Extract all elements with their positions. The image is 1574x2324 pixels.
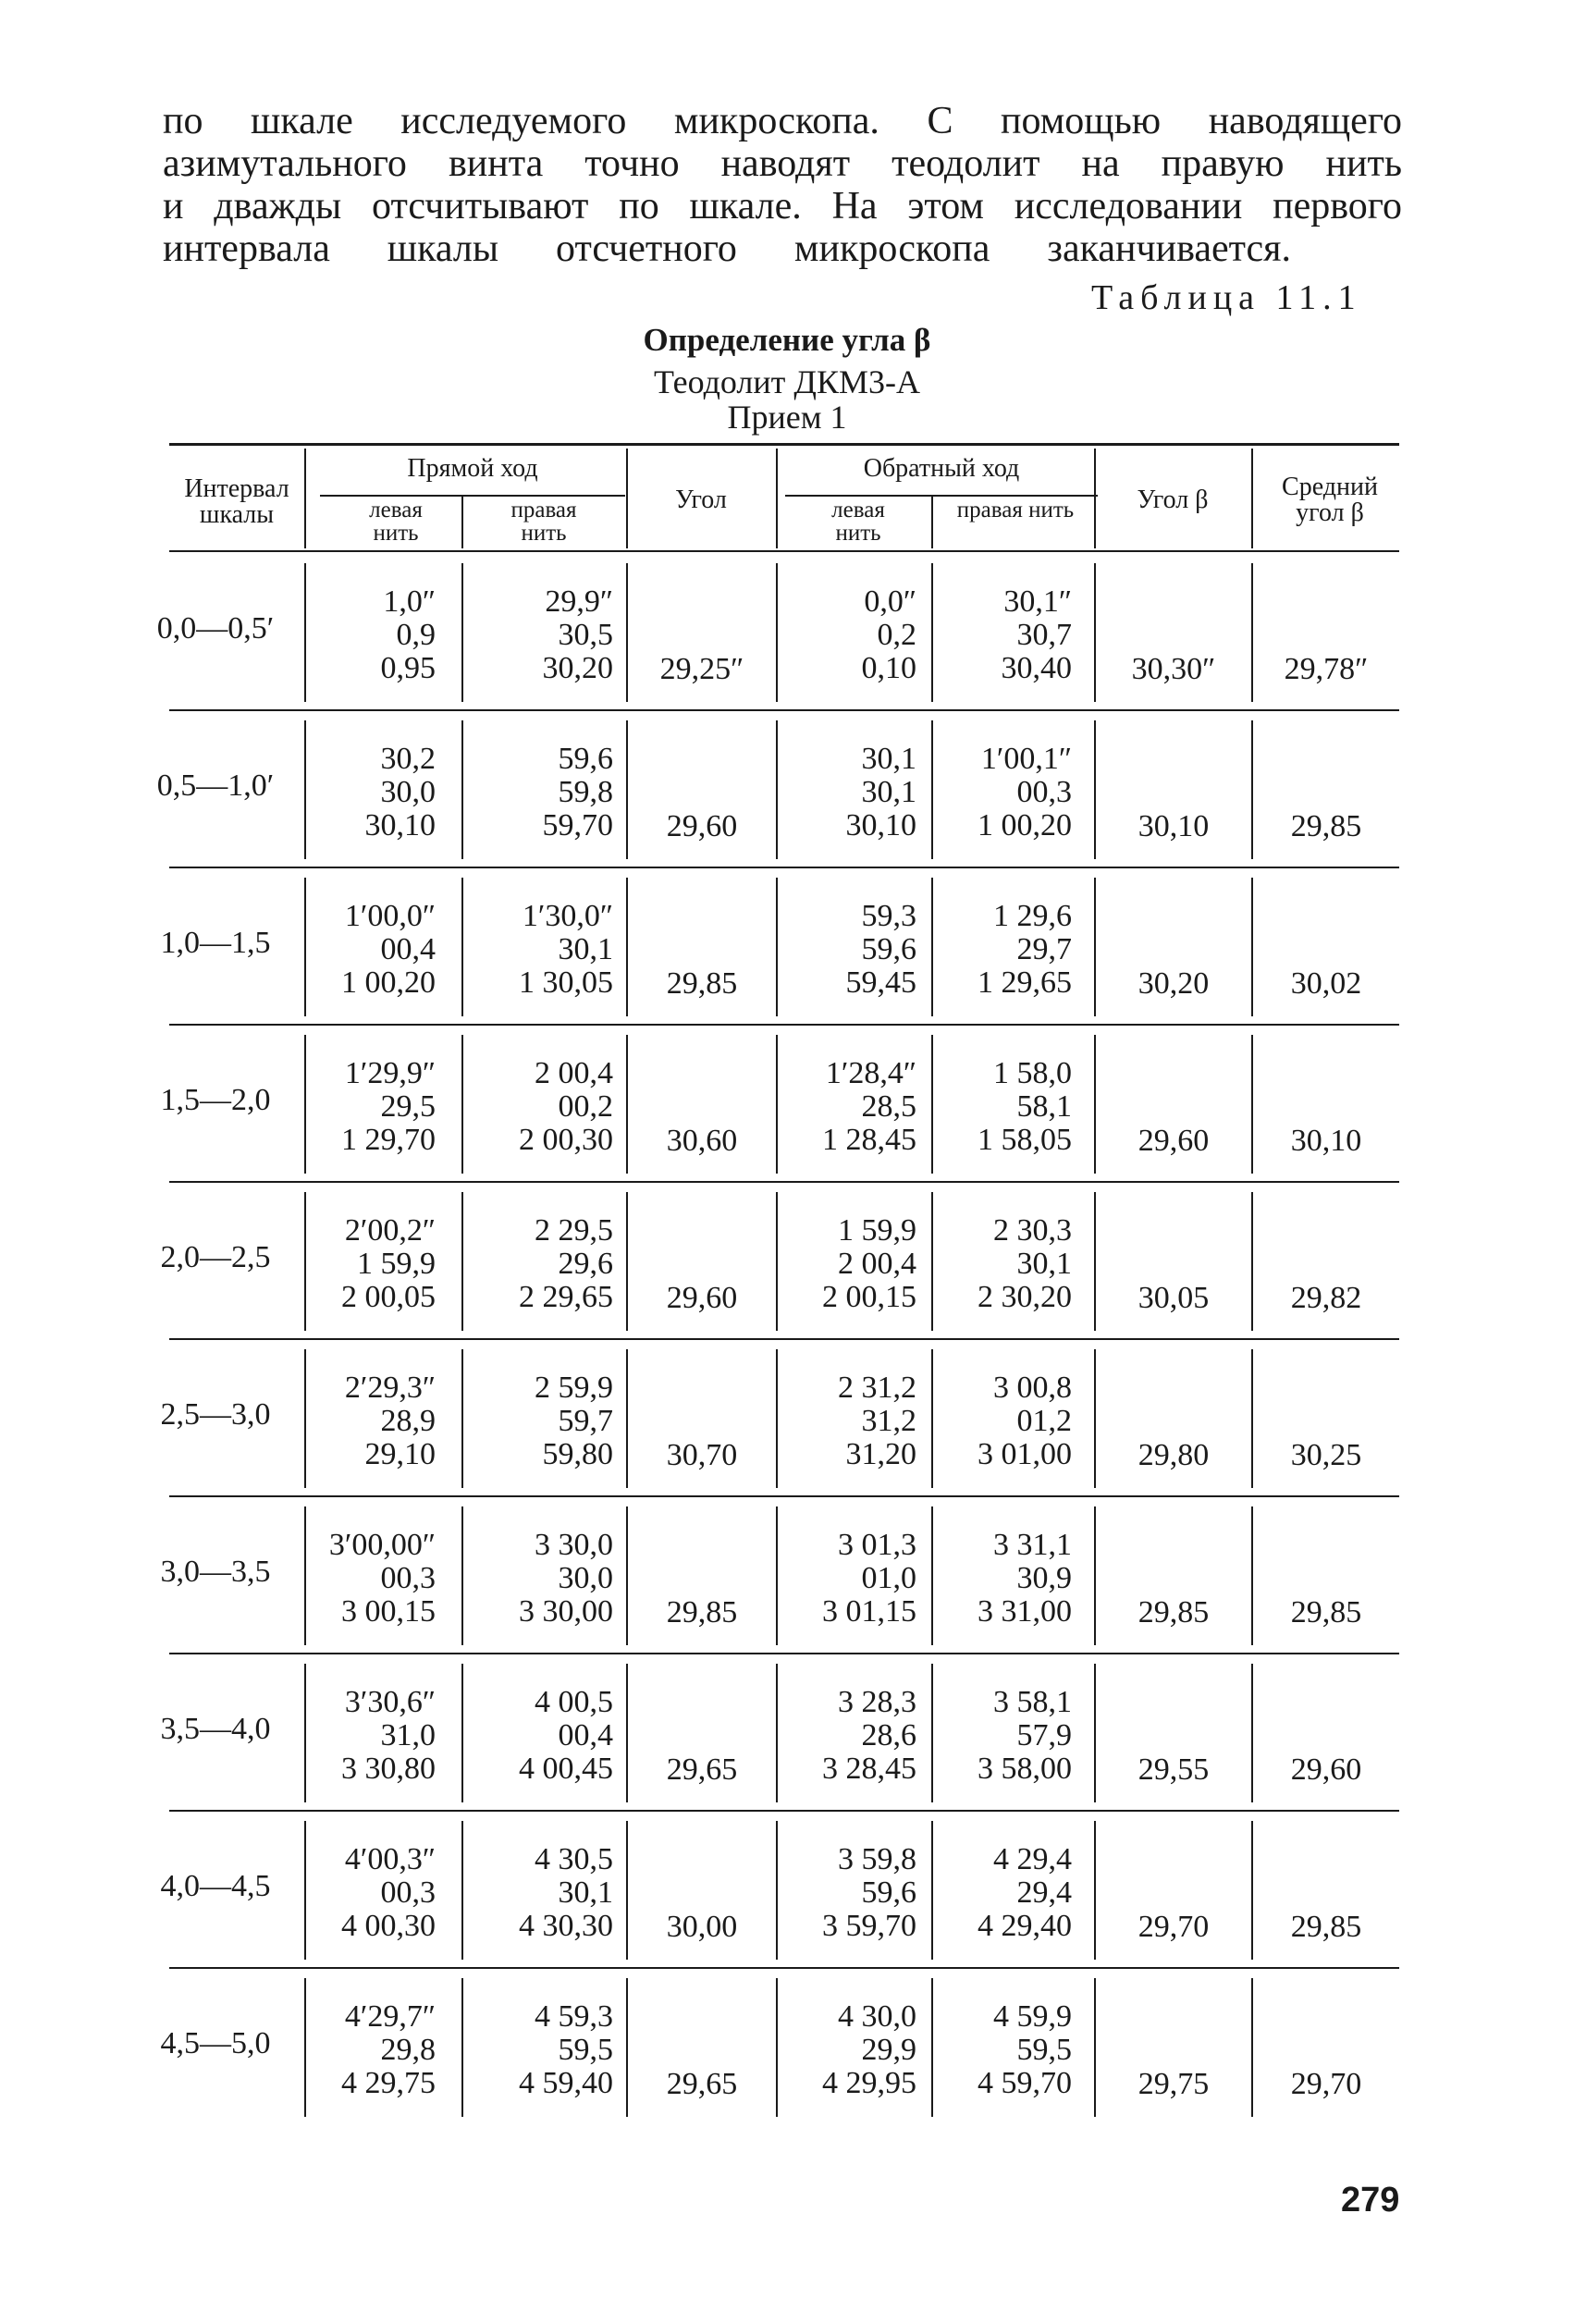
row-separator-rule: [169, 1653, 1399, 1654]
forward-right-thread-cell-value: 3 30,00: [519, 1594, 613, 1629]
backward-right-thread-cell-value: 30,1″: [1003, 584, 1072, 619]
backward-left-thread-cell-value: 1 59,9: [838, 1213, 916, 1248]
backward-right-thread-cell-value: 30,7: [1016, 618, 1072, 652]
backward-right-thread-cell-value: 3 00,8: [993, 1371, 1072, 1405]
paragraph-line: интервала шкалы отсчетного микроскопа заканчивается.: [163, 227, 1291, 270]
backward-left-thread-cell-value: 59,45: [845, 965, 916, 1000]
row-separator-rule: [169, 1024, 1399, 1026]
angle-beta-cell: 30,20: [1137, 966, 1210, 1001]
mean-angle-cell: 29,70: [1290, 2067, 1362, 2101]
backward-left-thread-cell: [778, 2000, 916, 2100]
paragraph-line: по шкале исследуемого микроскопа. С помощью наводящего: [163, 100, 1402, 142]
row-separator-rule: [169, 1181, 1399, 1183]
header-backward: Обратный ход: [863, 454, 1020, 483]
forward-right-thread-cell: [474, 1686, 613, 1786]
row-separator-rule: [169, 709, 1399, 711]
backward-right-thread-cell-value: 3 31,00: [978, 1594, 1072, 1629]
forward-left-thread-cell: [306, 585, 436, 685]
forward-left-thread-cell-value: 0,9: [396, 618, 436, 652]
forward-left-thread-cell: [306, 900, 436, 1000]
header-divider: [931, 497, 933, 548]
forward-right-thread-cell-value: 4 59,40: [519, 2066, 613, 2100]
backward-right-thread-cell-value: 1 29,65: [978, 965, 1072, 1000]
table-top-rule: [169, 443, 1399, 446]
backward-left-thread-cell-value: 59,6: [861, 932, 916, 966]
backward-right-thread-cell-value: 00,3: [1016, 775, 1072, 809]
forward-left-thread-cell-value: 29,10: [364, 1437, 436, 1471]
forward-left-thread-cell-value: 4′00,3″: [344, 1842, 436, 1876]
mean-angle-cell: 30,02: [1290, 966, 1362, 1001]
forward-right-thread-cell-value: 4 00,5: [535, 1685, 613, 1719]
backward-left-thread-cell-value: 3 01,15: [822, 1594, 916, 1629]
backward-right-thread-cell: [942, 1529, 1072, 1629]
interval-cell: 3,5—4,0: [160, 1712, 271, 1746]
backward-right-thread-cell-value: 1 58,05: [978, 1123, 1072, 1157]
forward-left-thread-cell-value: 1′00,0″: [344, 899, 436, 933]
forward-right-thread-cell-value: 4 59,3: [535, 1999, 613, 2034]
header-divider: [461, 497, 463, 548]
interval-cell: 3,0—3,5: [160, 1555, 271, 1589]
forward-right-thread-cell: [474, 1057, 613, 1157]
forward-right-thread-cell-value: 2 29,65: [519, 1280, 613, 1314]
row-divider: [931, 1349, 933, 1488]
paragraph-line: и дважды отсчитывают по шкале. На этом исследовании первого: [163, 185, 1402, 227]
backward-right-thread-cell-value: 3 01,00: [978, 1437, 1072, 1471]
forward-right-thread-cell-value: 29,9″: [545, 584, 613, 619]
backward-left-thread-cell: [778, 1214, 916, 1314]
backward-right-thread-cell: [942, 1843, 1072, 1943]
backward-right-thread-cell-value: 3 58,00: [978, 1752, 1072, 1786]
forward-left-thread-cell-value: 3 00,15: [341, 1594, 436, 1629]
header-forward-left: левая нить: [369, 498, 423, 546]
backward-left-thread-cell: [778, 1371, 916, 1471]
forward-right-thread-cell-value: 30,1: [558, 932, 613, 966]
header-backward-right: правая нить: [956, 498, 1075, 523]
forward-right-thread-cell-value: 2 29,5: [535, 1213, 613, 1248]
interval-cell: 4,5—5,0: [160, 2026, 271, 2060]
angle-cell: 29,65: [666, 1752, 738, 1787]
row-divider: [461, 1978, 463, 2117]
forward-right-thread-cell: [474, 900, 613, 1000]
backward-left-thread-cell-value: 0,10: [861, 651, 916, 685]
forward-left-thread-cell-value: 29,5: [380, 1089, 436, 1124]
angle-beta-cell: 29,85: [1137, 1595, 1210, 1629]
row-separator-rule: [169, 1967, 1399, 1969]
forward-left-thread-cell-value: 29,8: [380, 2033, 436, 2067]
forward-left-thread-cell-value: 1 29,70: [341, 1123, 436, 1157]
header-bottom-rule: [169, 550, 1399, 552]
header-angle: Угол: [675, 486, 727, 514]
table-title: Определение угла β: [643, 322, 931, 358]
angle-cell: 29,60: [666, 809, 738, 843]
forward-left-thread-cell-value: 00,4: [380, 932, 436, 966]
header-mean-angle: Средний угол β: [1282, 473, 1378, 527]
backward-right-thread-cell-value: 2 30,3: [993, 1213, 1072, 1248]
forward-right-thread-cell-value: 59,80: [542, 1437, 613, 1471]
forward-right-thread-cell: [474, 1214, 613, 1314]
backward-left-thread-cell-value: 2 00,15: [822, 1280, 916, 1314]
backward-left-thread-cell: [778, 743, 916, 842]
forward-right-thread-cell-value: 1′30,0″: [522, 899, 613, 933]
angle-cell: 29,65: [666, 2067, 738, 2101]
header-backward-left: левая нить: [831, 498, 885, 546]
paragraph-line: азимутального винта точно наводят теодолит на правую нить: [163, 142, 1402, 185]
backward-left-thread-cell-value: 30,10: [845, 808, 916, 842]
row-divider: [461, 1035, 463, 1174]
mean-angle-cell: 30,25: [1290, 1438, 1362, 1472]
forward-right-thread-cell: [474, 1843, 613, 1943]
backward-left-thread-cell-value: 2 31,2: [838, 1371, 916, 1405]
row-divider: [931, 563, 933, 702]
backward-right-thread-cell-value: 29,7: [1016, 932, 1072, 966]
angle-cell: 29,85: [666, 1595, 738, 1629]
row-divider: [931, 720, 933, 859]
backward-subheader-rule: [785, 495, 1098, 497]
row-divider: [931, 1192, 933, 1331]
row-divider: [461, 1192, 463, 1331]
forward-left-thread-cell-value: 2′00,2″: [344, 1213, 436, 1248]
backward-right-thread-cell: [942, 2000, 1072, 2100]
mean-angle-cell: 29,82: [1290, 1281, 1362, 1315]
backward-left-thread-cell-value: 3 01,3: [838, 1528, 916, 1562]
interval-cell: 4,0—4,5: [160, 1869, 271, 1903]
forward-left-thread-cell: [306, 1686, 436, 1786]
backward-right-thread-cell-value: 2 30,20: [978, 1280, 1072, 1314]
forward-right-thread-cell-value: 59,5: [558, 2033, 613, 2067]
forward-right-thread-cell: [474, 743, 613, 842]
backward-left-thread-cell: [778, 1529, 916, 1629]
backward-left-thread-cell-value: 3 59,8: [838, 1842, 916, 1876]
angle-beta-cell: 29,60: [1137, 1124, 1210, 1158]
forward-left-thread-cell: [306, 1529, 436, 1629]
table-reception: Прием 1: [727, 399, 847, 436]
header-forward: Прямой ход: [407, 454, 538, 483]
forward-left-thread-cell-value: 1 59,9: [357, 1247, 436, 1281]
backward-right-thread-cell-value: 58,1: [1016, 1089, 1072, 1124]
results-table: [156, 443, 1399, 2135]
forward-right-thread-cell-value: 4 30,30: [519, 1909, 613, 1943]
backward-left-thread-cell: [778, 1686, 916, 1786]
backward-left-thread-cell-value: 28,5: [861, 1089, 916, 1124]
backward-left-thread-cell-value: 2 00,4: [838, 1247, 916, 1281]
row-divider: [931, 1821, 933, 1960]
row-separator-rule: [169, 867, 1399, 868]
forward-right-thread-cell: [474, 1529, 613, 1629]
row-divider: [461, 563, 463, 702]
backward-right-thread-cell-value: 01,2: [1016, 1404, 1072, 1438]
forward-left-thread-cell-value: 00,3: [380, 1561, 436, 1595]
interval-cell: 2,5—3,0: [160, 1397, 271, 1432]
backward-left-thread-cell-value: 30,1: [861, 775, 916, 809]
body-paragraph: [163, 100, 1402, 270]
forward-right-thread-cell-value: 59,70: [542, 808, 613, 842]
row-separator-rule: [169, 1810, 1399, 1812]
backward-right-thread-cell: [942, 1371, 1072, 1471]
forward-left-thread-cell: [306, 1371, 436, 1471]
forward-right-thread-cell-value: 00,4: [558, 1718, 613, 1752]
row-divider: [461, 720, 463, 859]
row-divider: [461, 1664, 463, 1802]
header-interval: Интервал шкалы: [184, 474, 289, 529]
backward-left-thread-cell-value: 30,1: [861, 742, 916, 776]
backward-right-thread-cell-value: 1 58,0: [993, 1056, 1072, 1090]
backward-right-thread-cell-value: 4 29,40: [978, 1909, 1072, 1943]
backward-right-thread-cell-value: 30,9: [1016, 1561, 1072, 1595]
backward-right-thread-cell: [942, 900, 1072, 1000]
angle-beta-cell: 29,70: [1137, 1910, 1210, 1944]
page-number: 279: [1341, 2181, 1400, 2219]
interval-cell: 2,0—2,5: [160, 1240, 271, 1274]
backward-right-thread-cell-value: 57,9: [1016, 1718, 1072, 1752]
forward-right-thread-cell-value: 59,7: [558, 1404, 613, 1438]
forward-right-thread-cell-value: 1 30,05: [519, 965, 613, 1000]
backward-right-thread-cell-value: 1 29,6: [993, 899, 1072, 933]
forward-left-thread-cell-value: 30,2: [380, 742, 436, 776]
forward-right-thread-cell-value: 3 30,0: [535, 1528, 613, 1562]
forward-left-thread-cell-value: 1′29,9″: [344, 1056, 436, 1090]
backward-left-thread-cell-value: 28,6: [861, 1718, 916, 1752]
mean-angle-cell: 30,10: [1290, 1124, 1362, 1158]
forward-left-thread-cell: [306, 743, 436, 842]
forward-left-thread-cell-value: 2 00,05: [341, 1280, 436, 1314]
backward-left-thread-cell: [778, 1843, 916, 1943]
row-divider: [931, 1664, 933, 1802]
forward-left-thread-cell-value: 0,95: [380, 651, 436, 685]
forward-left-thread-cell-value: 30,0: [380, 775, 436, 809]
backward-left-thread-cell-value: 1 28,45: [822, 1123, 916, 1157]
forward-left-thread-cell: [306, 1214, 436, 1314]
forward-left-thread-cell-value: 3 30,80: [341, 1752, 436, 1786]
angle-beta-cell: 29,55: [1137, 1752, 1210, 1787]
backward-left-thread-cell: [778, 900, 916, 1000]
forward-left-thread-cell: [306, 2000, 436, 2100]
backward-right-thread-cell: [942, 1214, 1072, 1314]
backward-left-thread-cell: [778, 585, 916, 685]
forward-right-thread-cell-value: 4 00,45: [519, 1752, 613, 1786]
forward-left-thread-cell-value: 1,0″: [383, 584, 436, 619]
forward-right-thread-cell-value: 59,8: [558, 775, 613, 809]
mean-angle-cell: 29,85: [1290, 1595, 1362, 1629]
angle-cell: 30,00: [666, 1910, 738, 1944]
row-separator-rule: [169, 1338, 1399, 1340]
backward-right-thread-cell-value: 30,1: [1016, 1247, 1072, 1281]
backward-left-thread-cell-value: 0,0″: [864, 584, 916, 619]
forward-right-thread-cell-value: 00,2: [558, 1089, 613, 1124]
backward-left-thread-cell-value: 3 28,3: [838, 1685, 916, 1719]
forward-right-thread-cell-value: 2 00,4: [535, 1056, 613, 1090]
backward-left-thread-cell-value: 4 29,95: [822, 2066, 916, 2100]
interval-cell: 1,0—1,5: [160, 926, 271, 960]
backward-left-thread-cell-value: 3 59,70: [822, 1909, 916, 1943]
backward-right-thread-cell-value: 4 59,9: [993, 1999, 1072, 2034]
backward-right-thread-cell-value: 1′00,1″: [980, 742, 1072, 776]
forward-left-thread-cell-value: 1 00,20: [341, 965, 436, 1000]
row-divider: [931, 1035, 933, 1174]
table-subtitle: Теодолит ДКМ3-А: [654, 363, 920, 400]
row-divider: [931, 878, 933, 1016]
backward-right-thread-cell-value: 1 00,20: [978, 808, 1072, 842]
angle-cell: 29,60: [666, 1281, 738, 1315]
backward-right-thread-cell: [942, 585, 1072, 685]
backward-left-thread-cell-value: 31,2: [861, 1404, 916, 1438]
backward-left-thread-cell-value: 3 28,45: [822, 1752, 916, 1786]
backward-left-thread-cell-value: 0,2: [877, 618, 916, 652]
backward-left-thread-cell-value: 31,20: [845, 1437, 916, 1471]
forward-left-thread-cell-value: 3′00,00″: [328, 1528, 436, 1562]
interval-cell: 0,5—1,0′: [156, 769, 275, 803]
backward-left-thread-cell-value: 59,3: [861, 899, 916, 933]
backward-right-thread-cell-value: 4 59,70: [978, 2066, 1072, 2100]
header-forward-right: правая нить: [510, 498, 577, 546]
angle-cell: 29,85: [666, 966, 738, 1001]
forward-left-thread-cell-value: 4 00,30: [341, 1909, 436, 1943]
forward-right-thread-cell-value: 30,5: [558, 618, 613, 652]
forward-left-thread-cell-value: 30,10: [364, 808, 436, 842]
header-divider: [776, 449, 778, 548]
forward-right-thread-cell: [474, 1371, 613, 1471]
forward-left-thread-cell: [306, 1843, 436, 1943]
forward-right-thread-cell-value: 30,1: [558, 1875, 613, 1910]
interval-cell: 1,5—2,0: [160, 1083, 271, 1117]
row-separator-rule: [169, 1495, 1399, 1497]
row-divider: [931, 1978, 933, 2117]
angle-beta-cell: 29,75: [1137, 2067, 1210, 2101]
backward-left-thread-cell-value: 29,9: [861, 2033, 916, 2067]
angle-beta-cell: 29,80: [1137, 1438, 1210, 1472]
forward-left-thread-cell-value: 00,3: [380, 1875, 436, 1910]
header-angle-beta: Угол β: [1137, 486, 1209, 514]
backward-left-thread-cell-value: 4 30,0: [838, 1999, 916, 2034]
forward-left-thread-cell-value: 4 29,75: [341, 2066, 436, 2100]
backward-right-thread-cell: [942, 1057, 1072, 1157]
forward-right-thread-cell-value: 2 00,30: [519, 1123, 613, 1157]
mean-angle-cell: 29,85: [1290, 1910, 1362, 1944]
angle-beta-cell: 30,05: [1137, 1281, 1210, 1315]
interval-cell: 0,0—0,5′: [156, 611, 275, 646]
angle-beta-cell: 30,10: [1137, 809, 1210, 843]
forward-left-thread-cell-value: 3′30,6″: [344, 1685, 436, 1719]
forward-right-thread-cell-value: 59,6: [558, 742, 613, 776]
row-divider: [931, 1506, 933, 1645]
row-divider: [461, 878, 463, 1016]
forward-right-thread-cell: [474, 585, 613, 685]
backward-right-thread-cell-value: 30,40: [1001, 651, 1072, 685]
backward-left-thread-cell: [778, 1057, 916, 1157]
forward-right-thread-cell-value: 2 59,9: [535, 1371, 613, 1405]
header-divider: [304, 449, 306, 548]
backward-right-thread-cell-value: 59,5: [1016, 2033, 1072, 2067]
backward-left-thread-cell-value: 59,6: [861, 1875, 916, 1910]
backward-right-thread-cell-value: 3 58,1: [993, 1685, 1072, 1719]
forward-left-thread-cell-value: 31,0: [380, 1718, 436, 1752]
angle-cell: 30,60: [666, 1124, 738, 1158]
table-number: Таблица 11.1: [1091, 278, 1362, 317]
forward-left-thread-cell: [306, 1057, 436, 1157]
backward-right-thread-cell-value: 3 31,1: [993, 1528, 1072, 1562]
angle-beta-cell: 30,30″: [1131, 652, 1216, 686]
angle-cell: 30,70: [666, 1438, 738, 1472]
forward-left-thread-cell-value: 2′29,3″: [344, 1371, 436, 1405]
row-divider: [461, 1821, 463, 1960]
forward-right-thread-cell: [474, 2000, 613, 2100]
mean-angle-cell: 29,85: [1290, 809, 1362, 843]
backward-right-thread-cell-value: 29,4: [1016, 1875, 1072, 1910]
forward-right-thread-cell-value: 30,0: [558, 1561, 613, 1595]
forward-left-thread-cell-value: 28,9: [380, 1404, 436, 1438]
mean-angle-cell: 29,60: [1290, 1752, 1362, 1787]
backward-right-thread-cell-value: 4 29,4: [993, 1842, 1072, 1876]
backward-right-thread-cell: [942, 743, 1072, 842]
header-divider: [1251, 449, 1253, 548]
backward-left-thread-cell-value: 1′28,4″: [825, 1056, 916, 1090]
forward-left-thread-cell-value: 4′29,7″: [344, 1999, 436, 2034]
mean-angle-cell: 29,78″: [1284, 652, 1369, 686]
angle-cell: 29,25″: [659, 652, 744, 686]
forward-right-thread-cell-value: 30,20: [542, 651, 613, 685]
row-divider: [461, 1506, 463, 1645]
row-divider: [461, 1349, 463, 1488]
backward-right-thread-cell: [942, 1686, 1072, 1786]
forward-right-thread-cell-value: 29,6: [558, 1247, 613, 1281]
forward-subheader-rule: [320, 495, 625, 497]
backward-left-thread-cell-value: 01,0: [861, 1561, 916, 1595]
forward-right-thread-cell-value: 4 30,5: [535, 1842, 613, 1876]
